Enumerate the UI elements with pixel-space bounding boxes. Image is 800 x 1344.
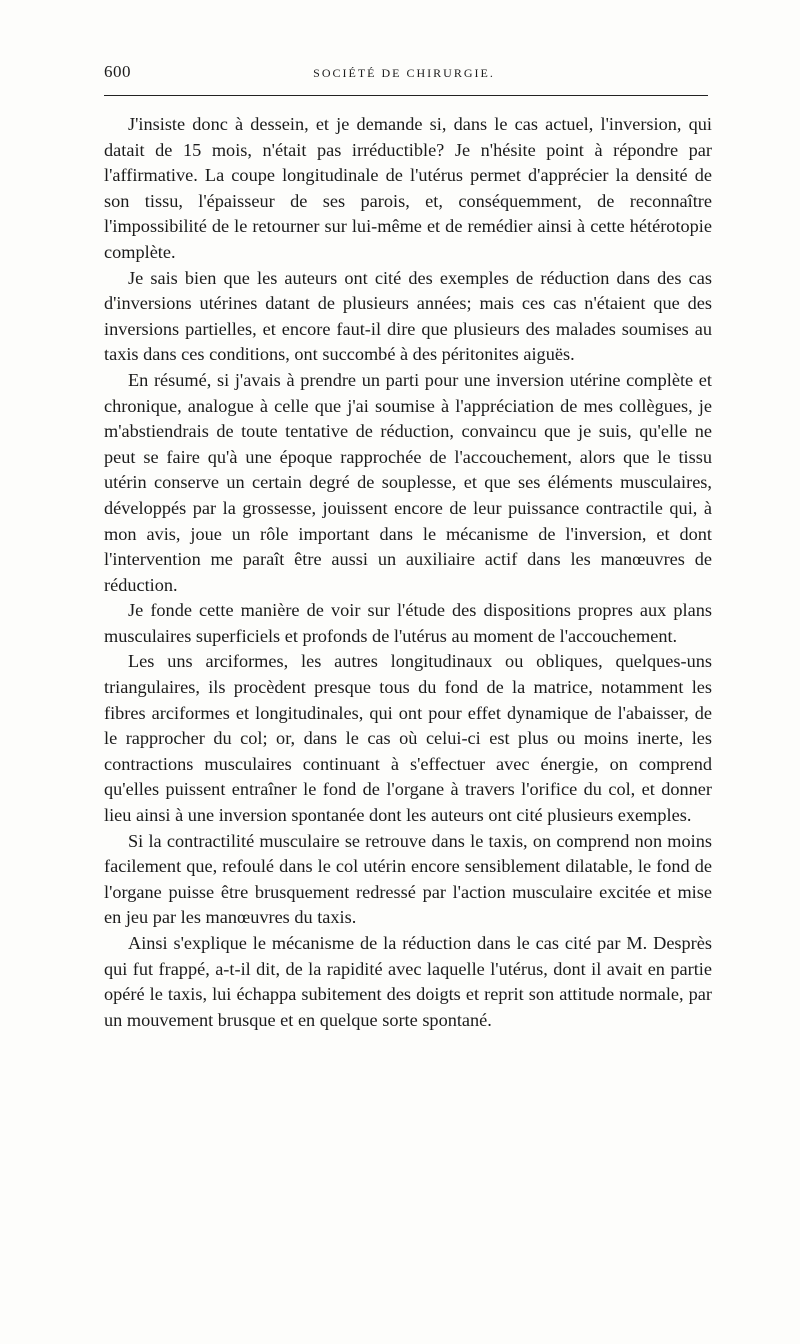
page-header: [104, 58, 704, 88]
paragraph: Les uns arciformes, les autres longitudinaux ou obliques, quelques-uns triangulaires, ils procèdent presque tous du fond de la matrice, notamment les fibres arciformes et longitudinales, qui ont pour effet dynamique de l'abaisser, de le rapprocher du col; or, dans le cas où celui-ci est plus ou moins inerte, les contractions musculaires continuant à s'effectuer avec énergie, on comprend qu'elles puissent entraîner le fond de l'organe à travers l'orifice du col, et donner lieu ainsi à une inversion spontanée dont les auteurs ont cité plusieurs exemples.: [104, 651, 712, 826]
page-number: 600: [104, 62, 131, 81]
paragraph: Ainsi s'explique le mécanisme de la réduction dans le cas cité par M. Desprès qui fut frappé, a-t-il dit, de la rapidité avec laquelle l'utérus, dont il avait en partie opéré le taxis, lui échappa subitement des doigts et reprit son attitude normale, par un mouvement brusque et en quelque sorte spontané.: [104, 933, 712, 1030]
header-rule: [104, 95, 708, 96]
running-title: SOCIÉTÉ DE CHIRURGIE.: [313, 66, 495, 80]
paragraph: Je sais bien que les auteurs ont cité des exemples de réduction dans des cas d'inversions utérines datant de plusieurs années; mais ces cas n'étaient que des inversions partielles, et encore faut-il dire que plusieurs des malades soumises au taxis dans ces conditions, ont succombé à des péritonites aiguës.: [104, 267, 712, 365]
body-text: [104, 112, 712, 1033]
paragraph: Si la contractilité musculaire se retrouve dans le taxis, on comprend non moins facilement que, refoulé dans le col utérin encore sensiblement dilatable, le fond de l'organe puisse être brusquement redressé par l'action musculaire excitée et mise en jeu par les manœuvres du taxis.: [104, 830, 712, 928]
paragraph: J'insiste donc à dessein, et je demande si, dans le cas actuel, l'inversion, qui datait de 15 mois, n'était pas irréductible? Je n'hésite point à répondre par l'affirmative. La coupe longitudinale de l'utérus permet d'apprécier la densité de son tissu, l'épaisseur de ses parois, et, conséquemment, de reconnaître l'impossibilité de le retourner sur lui-même et de remédier ainsi à cette hétérotopie complète.: [104, 114, 712, 262]
paragraph: Je fonde cette manière de voir sur l'étude des dispositions propres aux plans musculaires superficiels et profonds de l'utérus au moment de l'accouchement.: [104, 600, 712, 646]
paragraph: En résumé, si j'avais à prendre un parti pour une inversion utérine complète et chronique, analogue à celle que j'ai soumise à l'appréciation de mes collègues, je m'abstiendrais de toute tentative de réduction, convaincu que je suis, qu'elle ne peut se faire qu'à une époque rapprochée de l'accouchement, alors que le tissu utérin conserve un certain degré de souplesse, et que ses éléments musculaires, développés par la grossesse, jouissent encore de leur puissance contractile qui, à mon avis, joue un rôle important dans le mécanisme de l'inversion, et dont l'intervention me paraît être aussi un auxiliaire actif dans les manœuvres de réduction.: [104, 369, 712, 595]
